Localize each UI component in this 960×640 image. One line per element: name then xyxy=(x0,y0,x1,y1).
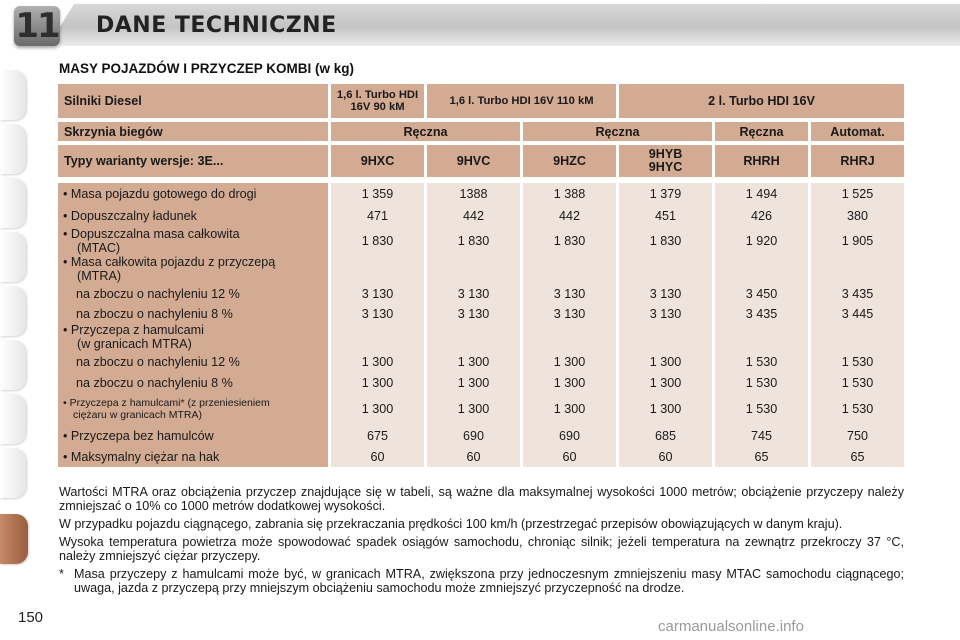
value-cell xyxy=(715,255,808,283)
value-cell: 675 xyxy=(331,425,424,447)
gearbox-cell: Ręczna xyxy=(523,122,712,141)
row-label-text: • Masa pojazdu gotowego do drogi xyxy=(63,187,257,201)
gearbox-row-label: Skrzynia biegów xyxy=(58,122,328,141)
value-cell xyxy=(427,255,520,283)
value-cell: 1 300 xyxy=(523,373,616,393)
value-cell: 1 530 xyxy=(715,351,808,373)
value-cell: 451 xyxy=(619,205,712,227)
chapter-tab[interactable] xyxy=(0,340,26,390)
page-header xyxy=(0,0,960,52)
table-row xyxy=(58,305,904,323)
value-cell xyxy=(619,255,712,283)
value-cell: 65 xyxy=(811,447,904,467)
value-cell: 3 435 xyxy=(715,305,808,323)
gearbox-cell: Ręczna xyxy=(331,122,520,141)
value-cell: 60 xyxy=(427,447,520,467)
footnote-text: Masa przyczepy z hamulcami może być, w granicach MTRA, zwiększona przy jednoczesnym zmniejszeniu masy MTAC samochodu ciągnącego; uwaga, jazda z przyczepą przy mniejszym obciążeniu samochodu może zmniejszyć przyczepność na drodze. xyxy=(74,567,904,595)
value-cell: 685 xyxy=(619,425,712,447)
row-label xyxy=(58,425,328,447)
row-label-text: na zboczu o nachyleniu 12 % xyxy=(76,287,240,301)
row-label-text: • Maksymalny ciężar na hak xyxy=(63,450,220,464)
value-cell: 1 359 xyxy=(331,183,424,205)
page-title: DANE TECHNICZNE xyxy=(96,13,337,38)
value-cell: 471 xyxy=(331,205,424,227)
engine-header: 1,6 l. Turbo HDI 16V 90 kM xyxy=(331,84,424,118)
value-cell: 1 300 xyxy=(523,393,616,425)
row-label xyxy=(58,183,328,205)
value-cell: 3 450 xyxy=(715,283,808,305)
row-label-text: • Masa całkowita pojazdu z przyczepą xyxy=(63,255,276,269)
row-label xyxy=(58,205,328,227)
value-cell: 1 494 xyxy=(715,183,808,205)
engine-row-label: Silniki Diesel xyxy=(58,84,328,118)
table-row xyxy=(58,283,904,305)
value-cell: 1 530 xyxy=(811,351,904,373)
chapter-tab-active[interactable] xyxy=(0,514,28,564)
row-label xyxy=(58,323,328,351)
value-cell: 3 130 xyxy=(331,283,424,305)
vehicle-mass-table xyxy=(55,84,907,467)
row-label-text: • Przyczepa bez hamulców xyxy=(63,429,214,443)
table-row xyxy=(58,393,904,425)
value-cell: 1388 xyxy=(427,183,520,205)
value-cell: 690 xyxy=(523,425,616,447)
value-cell: 1 300 xyxy=(619,393,712,425)
value-cell xyxy=(523,255,616,283)
value-cell: 1 300 xyxy=(523,351,616,373)
value-cell xyxy=(811,255,904,283)
value-cell: 745 xyxy=(715,425,808,447)
value-cell: 750 xyxy=(811,425,904,447)
gearbox-row xyxy=(58,122,904,141)
value-cell: 3 130 xyxy=(523,283,616,305)
table-row xyxy=(58,425,904,447)
value-cell: 1 830 xyxy=(331,227,424,255)
value-cell: 1 300 xyxy=(619,351,712,373)
value-cell: 690 xyxy=(427,425,520,447)
value-cell xyxy=(523,323,616,351)
row-label xyxy=(58,373,328,393)
value-cell: 1 300 xyxy=(619,373,712,393)
table-row xyxy=(58,205,904,227)
table-row xyxy=(58,183,904,205)
value-cell: 3 130 xyxy=(427,283,520,305)
value-cell: 1 300 xyxy=(427,351,520,373)
value-cell: 3 130 xyxy=(523,305,616,323)
value-cell: 60 xyxy=(523,447,616,467)
engine-header: 2 l. Turbo HDI 16V xyxy=(619,84,904,118)
value-cell xyxy=(331,255,424,283)
row-label-text: na zboczu o nachyleniu 12 % xyxy=(76,355,240,369)
type-cell: 9HXC xyxy=(331,145,424,177)
chapter-tab[interactable] xyxy=(0,394,26,444)
value-cell: 1 530 xyxy=(715,373,808,393)
section-title: MASY POJAZDÓW I PRZYCZEP KOMBI (w kg) xyxy=(59,61,355,76)
chapter-tab[interactable] xyxy=(0,124,26,174)
row-label-text: • Przyczepa z hamulcami* (z przeniesieniem xyxy=(63,397,270,409)
chapter-tab-strip xyxy=(0,52,30,612)
row-label-continuation: ciężaru w granicach MTRA) xyxy=(73,409,202,421)
value-cell: 442 xyxy=(427,205,520,227)
row-label xyxy=(58,227,328,255)
note-temperature: Wysoka temperatura powietrza może spowodować spadek osiągów samochodu, chroniąc silnik; jeżeli temperatura na zewnątrz przekroczy 37 °C, należy zmniejszyć ciężar przyczepy. xyxy=(59,535,904,563)
value-cell: 1 300 xyxy=(331,351,424,373)
value-cell: 380 xyxy=(811,205,904,227)
row-label-continuation: (w granicach MTRA) xyxy=(77,337,192,351)
gearbox-cell: Automat. xyxy=(811,122,904,141)
type-cell: RHRJ xyxy=(811,145,904,177)
value-cell: 3 130 xyxy=(619,283,712,305)
chapter-number: 11 xyxy=(15,6,59,46)
value-cell: 60 xyxy=(619,447,712,467)
row-label-text: • Dopuszczalna masa całkowita xyxy=(63,227,240,241)
value-cell: 1 300 xyxy=(331,373,424,393)
type-row xyxy=(58,145,904,177)
value-cell: 3 130 xyxy=(427,305,520,323)
value-cell: 442 xyxy=(523,205,616,227)
chapter-tab[interactable] xyxy=(0,70,26,120)
value-cell xyxy=(715,323,808,351)
value-cell: 1 830 xyxy=(619,227,712,255)
type-cell: 9HVC xyxy=(427,145,520,177)
engine-row xyxy=(58,84,904,118)
value-cell: 65 xyxy=(715,447,808,467)
value-cell: 1 830 xyxy=(523,227,616,255)
notes xyxy=(59,485,904,599)
row-label xyxy=(58,351,328,373)
value-cell: 1 905 xyxy=(811,227,904,255)
value-cell xyxy=(811,323,904,351)
type-cell: RHRH xyxy=(715,145,808,177)
value-cell: 1 830 xyxy=(427,227,520,255)
page-number: 150 xyxy=(18,609,44,626)
type-cell: 9HZC xyxy=(523,145,616,177)
value-cell: 1 300 xyxy=(427,393,520,425)
chapter-tab[interactable] xyxy=(0,286,26,336)
row-label xyxy=(58,447,328,467)
row-label xyxy=(58,393,328,425)
note-footnote xyxy=(59,567,904,595)
row-label xyxy=(58,255,328,283)
table-row xyxy=(58,351,904,373)
row-label xyxy=(58,305,328,323)
note-speed: W przypadku pojazdu ciągnącego, zabrania się przekraczania prędkości 100 km/h (przestrzegać przepisów obowiązujących w danym kraju). xyxy=(59,517,843,531)
table-row xyxy=(58,227,904,255)
table-row xyxy=(58,447,904,467)
chapter-badge xyxy=(14,6,60,46)
value-cell xyxy=(619,323,712,351)
value-cell: 3 130 xyxy=(331,305,424,323)
footnote-mark: * xyxy=(59,567,64,581)
value-cell: 1 388 xyxy=(523,183,616,205)
value-cell: 1 530 xyxy=(715,393,808,425)
value-cell: 3 130 xyxy=(619,305,712,323)
value-cell: 1 379 xyxy=(619,183,712,205)
value-cell: 1 300 xyxy=(427,373,520,393)
row-label-continuation: (MTAC) xyxy=(77,241,121,255)
gearbox-cell: Ręczna xyxy=(715,122,808,141)
value-cell: 1 530 xyxy=(811,373,904,393)
row-label-text: na zboczu o nachyleniu 8 % xyxy=(76,307,233,321)
row-label xyxy=(58,283,328,305)
value-cell: 1 525 xyxy=(811,183,904,205)
watermark: carmanualsonline.info xyxy=(658,618,804,635)
chapter-tab[interactable] xyxy=(0,448,26,498)
chapter-tab[interactable] xyxy=(0,232,26,282)
value-cell: 3 435 xyxy=(811,283,904,305)
value-cell xyxy=(331,323,424,351)
engine-header: 1,6 l. Turbo HDI 16V 110 kM xyxy=(427,84,616,118)
table-row xyxy=(58,373,904,393)
value-cell: 1 530 xyxy=(811,393,904,425)
value-cell: 426 xyxy=(715,205,808,227)
note-altitude: Wartości MTRA oraz obciążenia przyczep znajdujące się w tabeli, są ważne dla maksymalnej wysokości 1000 metrów; obciążenie przyczepy należy zmniejszać o 10% co 1000 metrów dodatkowej wysokości. xyxy=(59,485,904,513)
row-label-text: na zboczu o nachyleniu 8 % xyxy=(76,376,233,390)
type-cell: 9HYB 9HYC xyxy=(619,145,712,177)
value-cell: 1 920 xyxy=(715,227,808,255)
table-row xyxy=(58,255,904,283)
value-cell: 1 300 xyxy=(331,393,424,425)
value-cell xyxy=(427,323,520,351)
row-label-text: • Dopuszczalny ładunek xyxy=(63,209,197,223)
type-row-label: Typy warianty wersje: 3E... xyxy=(58,145,328,177)
row-label-text: • Przyczepa z hamulcami xyxy=(63,323,204,337)
value-cell: 60 xyxy=(331,447,424,467)
chapter-tab[interactable] xyxy=(0,178,26,228)
table-row xyxy=(58,323,904,351)
value-cell: 3 445 xyxy=(811,305,904,323)
row-label-continuation: (MTRA) xyxy=(77,269,122,283)
